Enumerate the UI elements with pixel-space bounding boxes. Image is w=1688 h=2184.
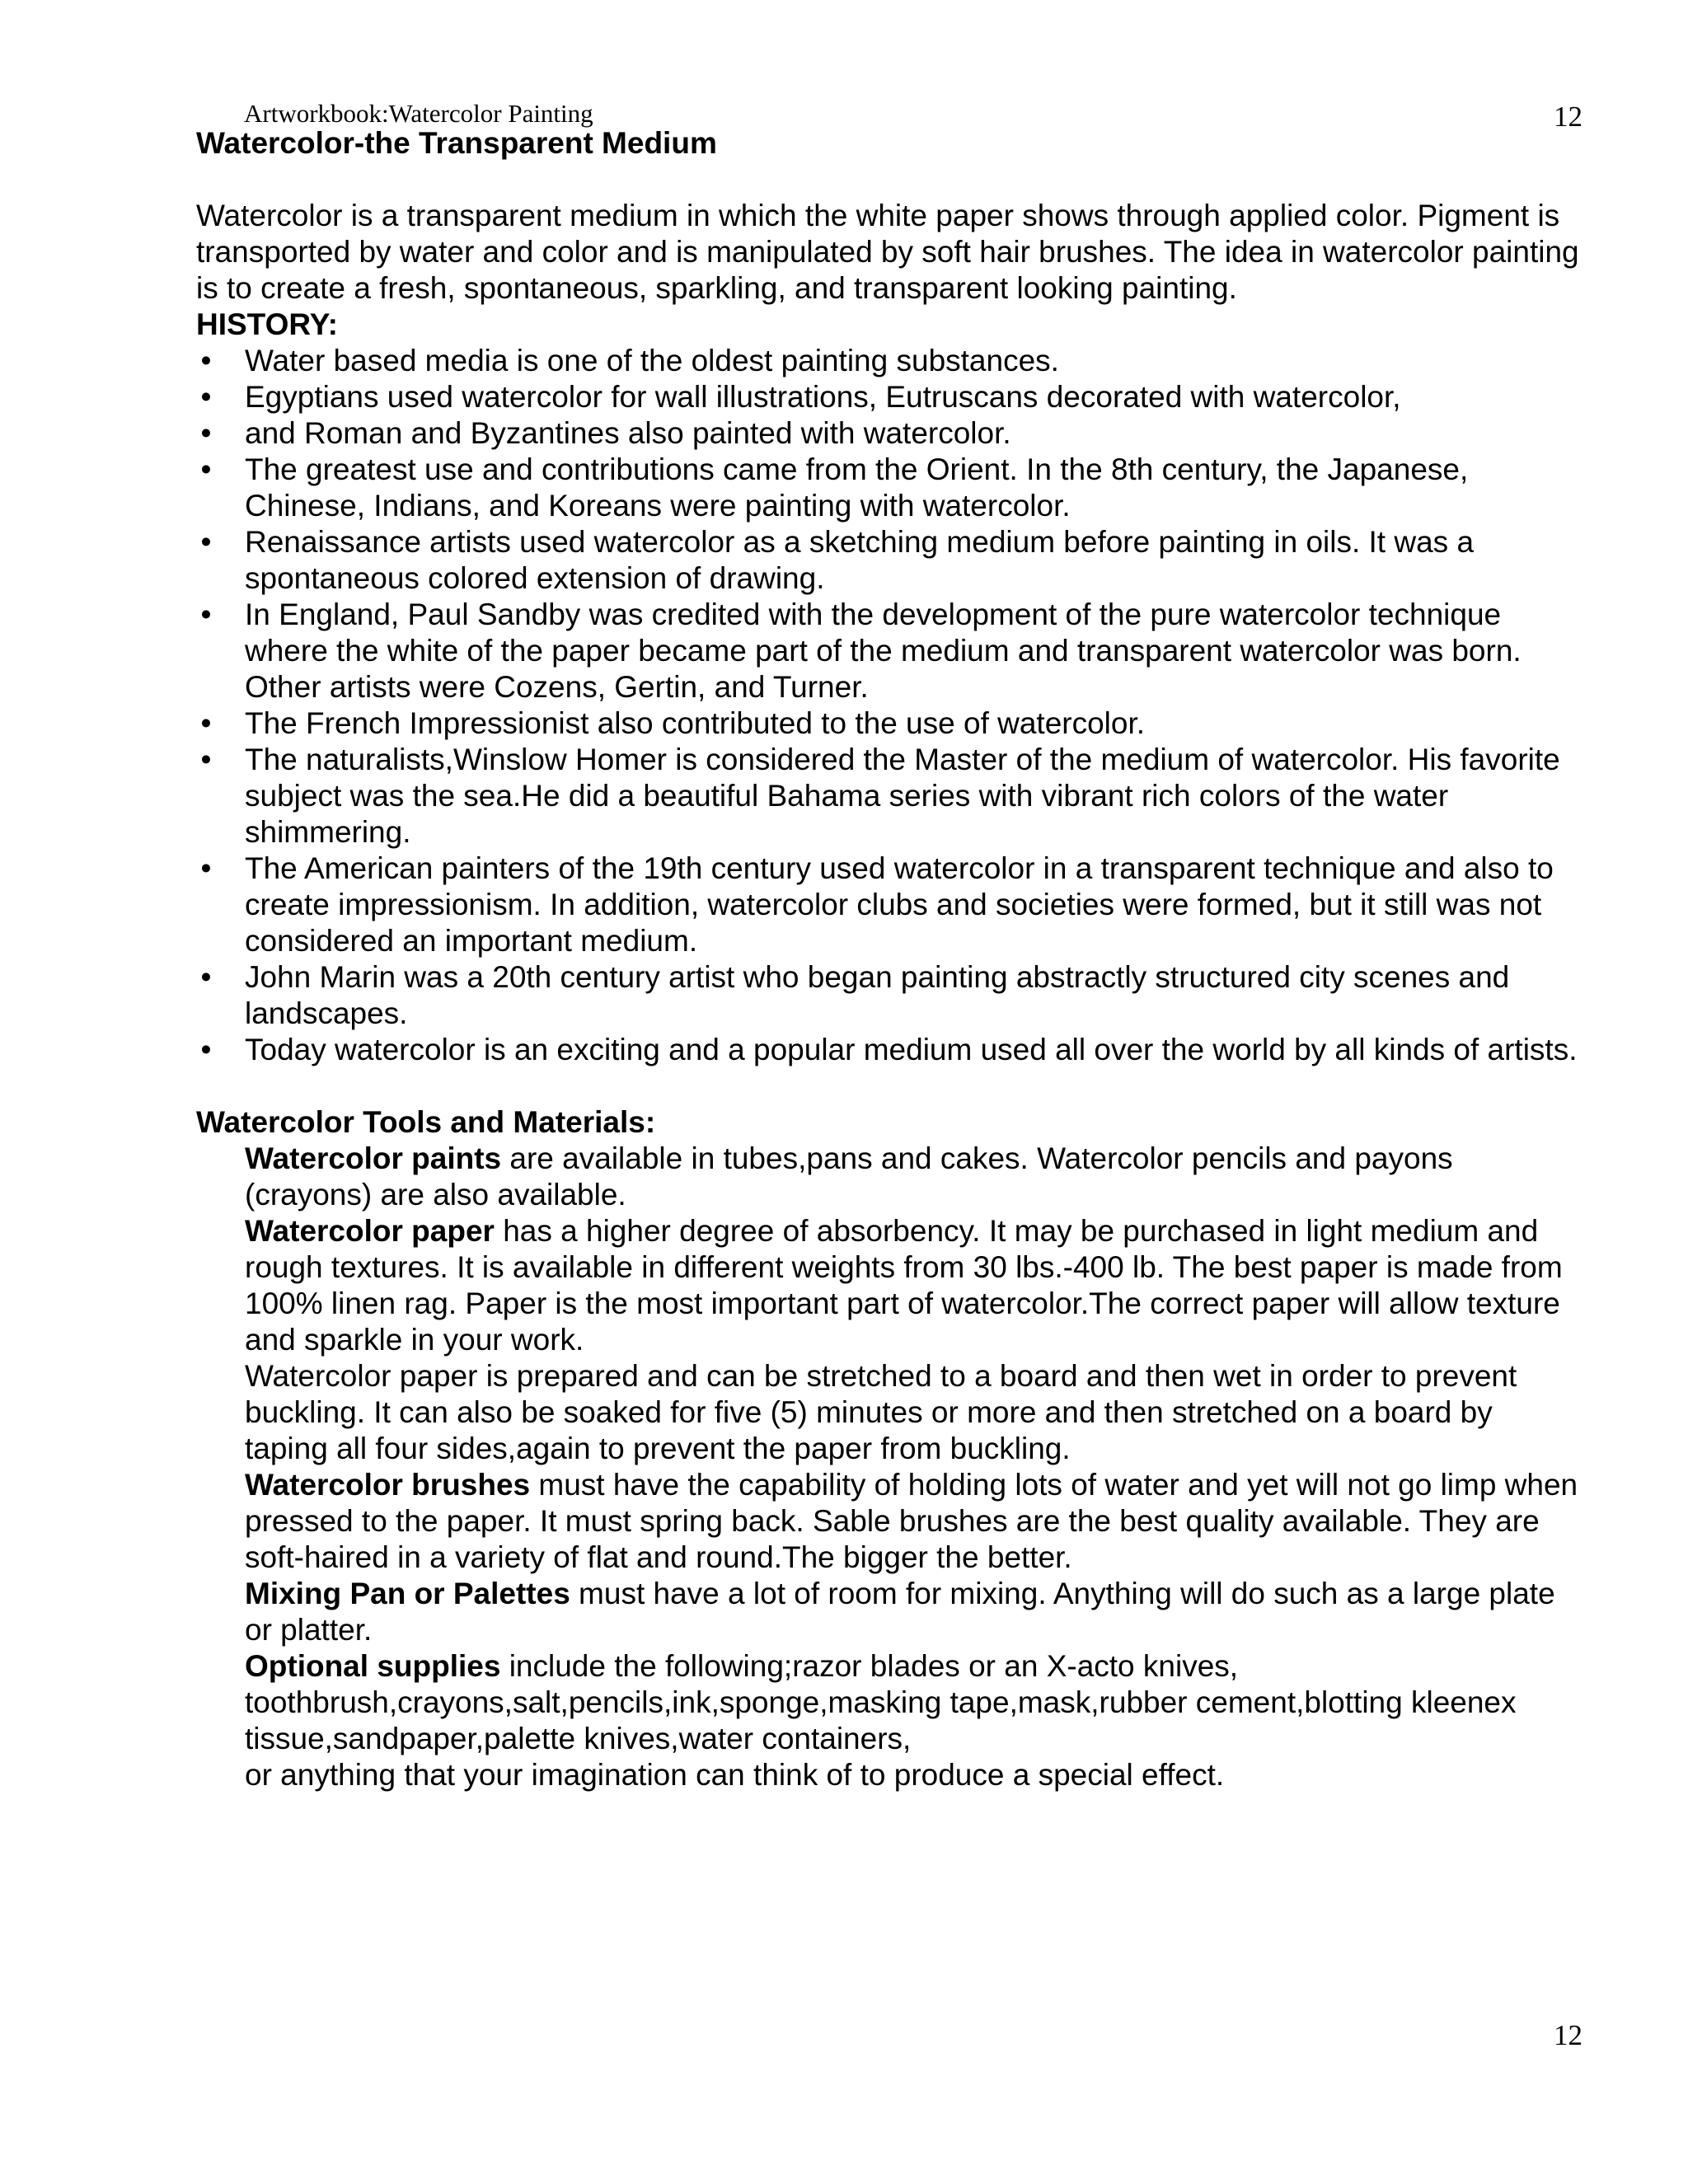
bullet-icon: • [200, 452, 212, 486]
list-item: • Today watercolor is an exciting and a popular medium used all over the world by all kinds of artists. [196, 1032, 1581, 1068]
tools-palettes-entry: Mixing Pan or Palettes must have a lot of room for mixing. Anything will do such as a large plate or platter. [245, 1577, 1555, 1647]
term-optional-supplies: Optional supplies [245, 1649, 501, 1683]
list-item: • The American painters of the 19th century used watercolor in a transparent technique and also to create impressionism. In addition, watercolor clubs and societies were formed, but it still was not considered an important medium. [196, 851, 1581, 959]
spacer [196, 162, 1581, 198]
list-item: • The naturalists,Winslow Homer is considered the Master of the medium of watercolor. His favorite subject was the sea.He did a beautiful Bahama series with vibrant rich colors of the water shimmering. [196, 742, 1581, 851]
bullet-icon: • [200, 706, 212, 740]
tools-heading: Watercolor Tools and Materials: [196, 1105, 656, 1139]
bullet-icon: • [200, 416, 212, 450]
list-item: • The greatest use and contributions came from the Orient. In the 8th century, the Japanese, Chinese, Indians, and Koreans were painting with watercolor. [196, 452, 1581, 524]
tools-paints-entry: Watercolor paints are available in tubes,pans and cakes. Watercolor pencils and payons (crayons) are also available. [245, 1141, 1453, 1212]
term-mixing-pan: Mixing Pan or Palettes [245, 1577, 570, 1610]
running-header: Artworkbook:Watercolor Painting [244, 99, 593, 128]
list-item: • John Marin was a 20th century artist who began painting abstractly structured city scenes and landscapes. [196, 959, 1581, 1032]
tools-paper-prep-entry: Watercolor paper is prepared and can be stretched to a board and then wet in order to prevent buckling. It can also be soaked for five (5) minutes or more and then stretched on a board by taping all four sides,again to prevent the paper from buckling. [245, 1359, 1517, 1465]
page-title: Watercolor-the Transparent Medium [196, 126, 717, 160]
tools-brushes-entry: Watercolor brushes must have the capability of holding lots of water and yet will not go limp when pressed to the paper. It must spring back. Sable brushes are the best quality available. They are soft-haired in a variety of flat and round.The bigger the better. [245, 1468, 1578, 1574]
bullet-icon: • [200, 1033, 212, 1066]
bullet-icon: • [200, 960, 212, 994]
history-heading: HISTORY: [196, 307, 338, 341]
tools-closing-line: or anything that your imagination can think of to produce a special effect. [245, 1758, 1225, 1792]
list-item: • Renaissance artists used watercolor as a sketching medium before painting in oils. It was a spontaneous colored extension of drawing. [196, 524, 1581, 597]
term-watercolor-brushes: Watercolor brushes [245, 1468, 531, 1502]
term-watercolor-paints: Watercolor paints [245, 1141, 502, 1175]
list-item: • Water based media is one of the oldest painting substances. [196, 343, 1581, 379]
bullet-icon: • [200, 598, 212, 631]
term-watercolor-paper: Watercolor paper [245, 1214, 495, 1248]
bullet-icon: • [200, 525, 212, 559]
page-number-bottom: 12 [1554, 2019, 1582, 2051]
bullet-icon: • [200, 743, 212, 776]
list-item: • Egyptians used watercolor for wall illustrations, Eutruscans decorated with watercolor, [196, 379, 1581, 415]
page-number-top: 12 [1554, 101, 1582, 133]
bullet-icon: • [200, 344, 212, 377]
list-item: • and Roman and Byzantines also painted with watercolor. [196, 415, 1581, 452]
bullet-icon: • [200, 380, 212, 414]
history-list [196, 343, 1581, 1068]
tools-section [196, 1141, 1581, 1793]
tools-optional-entry: Optional supplies include the following;razor blades or an X-acto knives, toothbrush,crayons,salt,pencils,ink,sponge,masking tape,mask,rubber cement,blotting kleenex tissue,sandpaper,palette knives,water containers, [245, 1649, 1517, 1755]
intro-paragraph: Watercolor is a transparent medium in which the white paper shows through applied color. Pigment is transported by water and color and is manipulated by soft hair brushes. The idea in watercolor painting is to create a fresh, spontaneous, sparkling, and transparent looking painting. [196, 199, 1579, 305]
bullet-icon: • [200, 851, 212, 885]
page-content [196, 125, 1581, 1793]
spacer [196, 1068, 1581, 1104]
list-item: • The French Impressionist also contributed to the use of watercolor. [196, 705, 1581, 742]
tools-paper-entry: Watercolor paper has a higher degree of absorbency. It may be purchased in light medium and rough textures. It is available in different weights from 30 lbs.-400 lb. The best paper is made from 100% linen rag. Paper is the most important part of watercolor.The correct paper will allow texture and sparkle in your work. [245, 1214, 1563, 1357]
list-item: • In England, Paul Sandby was credited with the development of the pure watercolor technique where the white of the paper became part of the medium and transparent watercolor was born. Other artists were Cozens, Gertin, and Turner. [196, 597, 1581, 705]
